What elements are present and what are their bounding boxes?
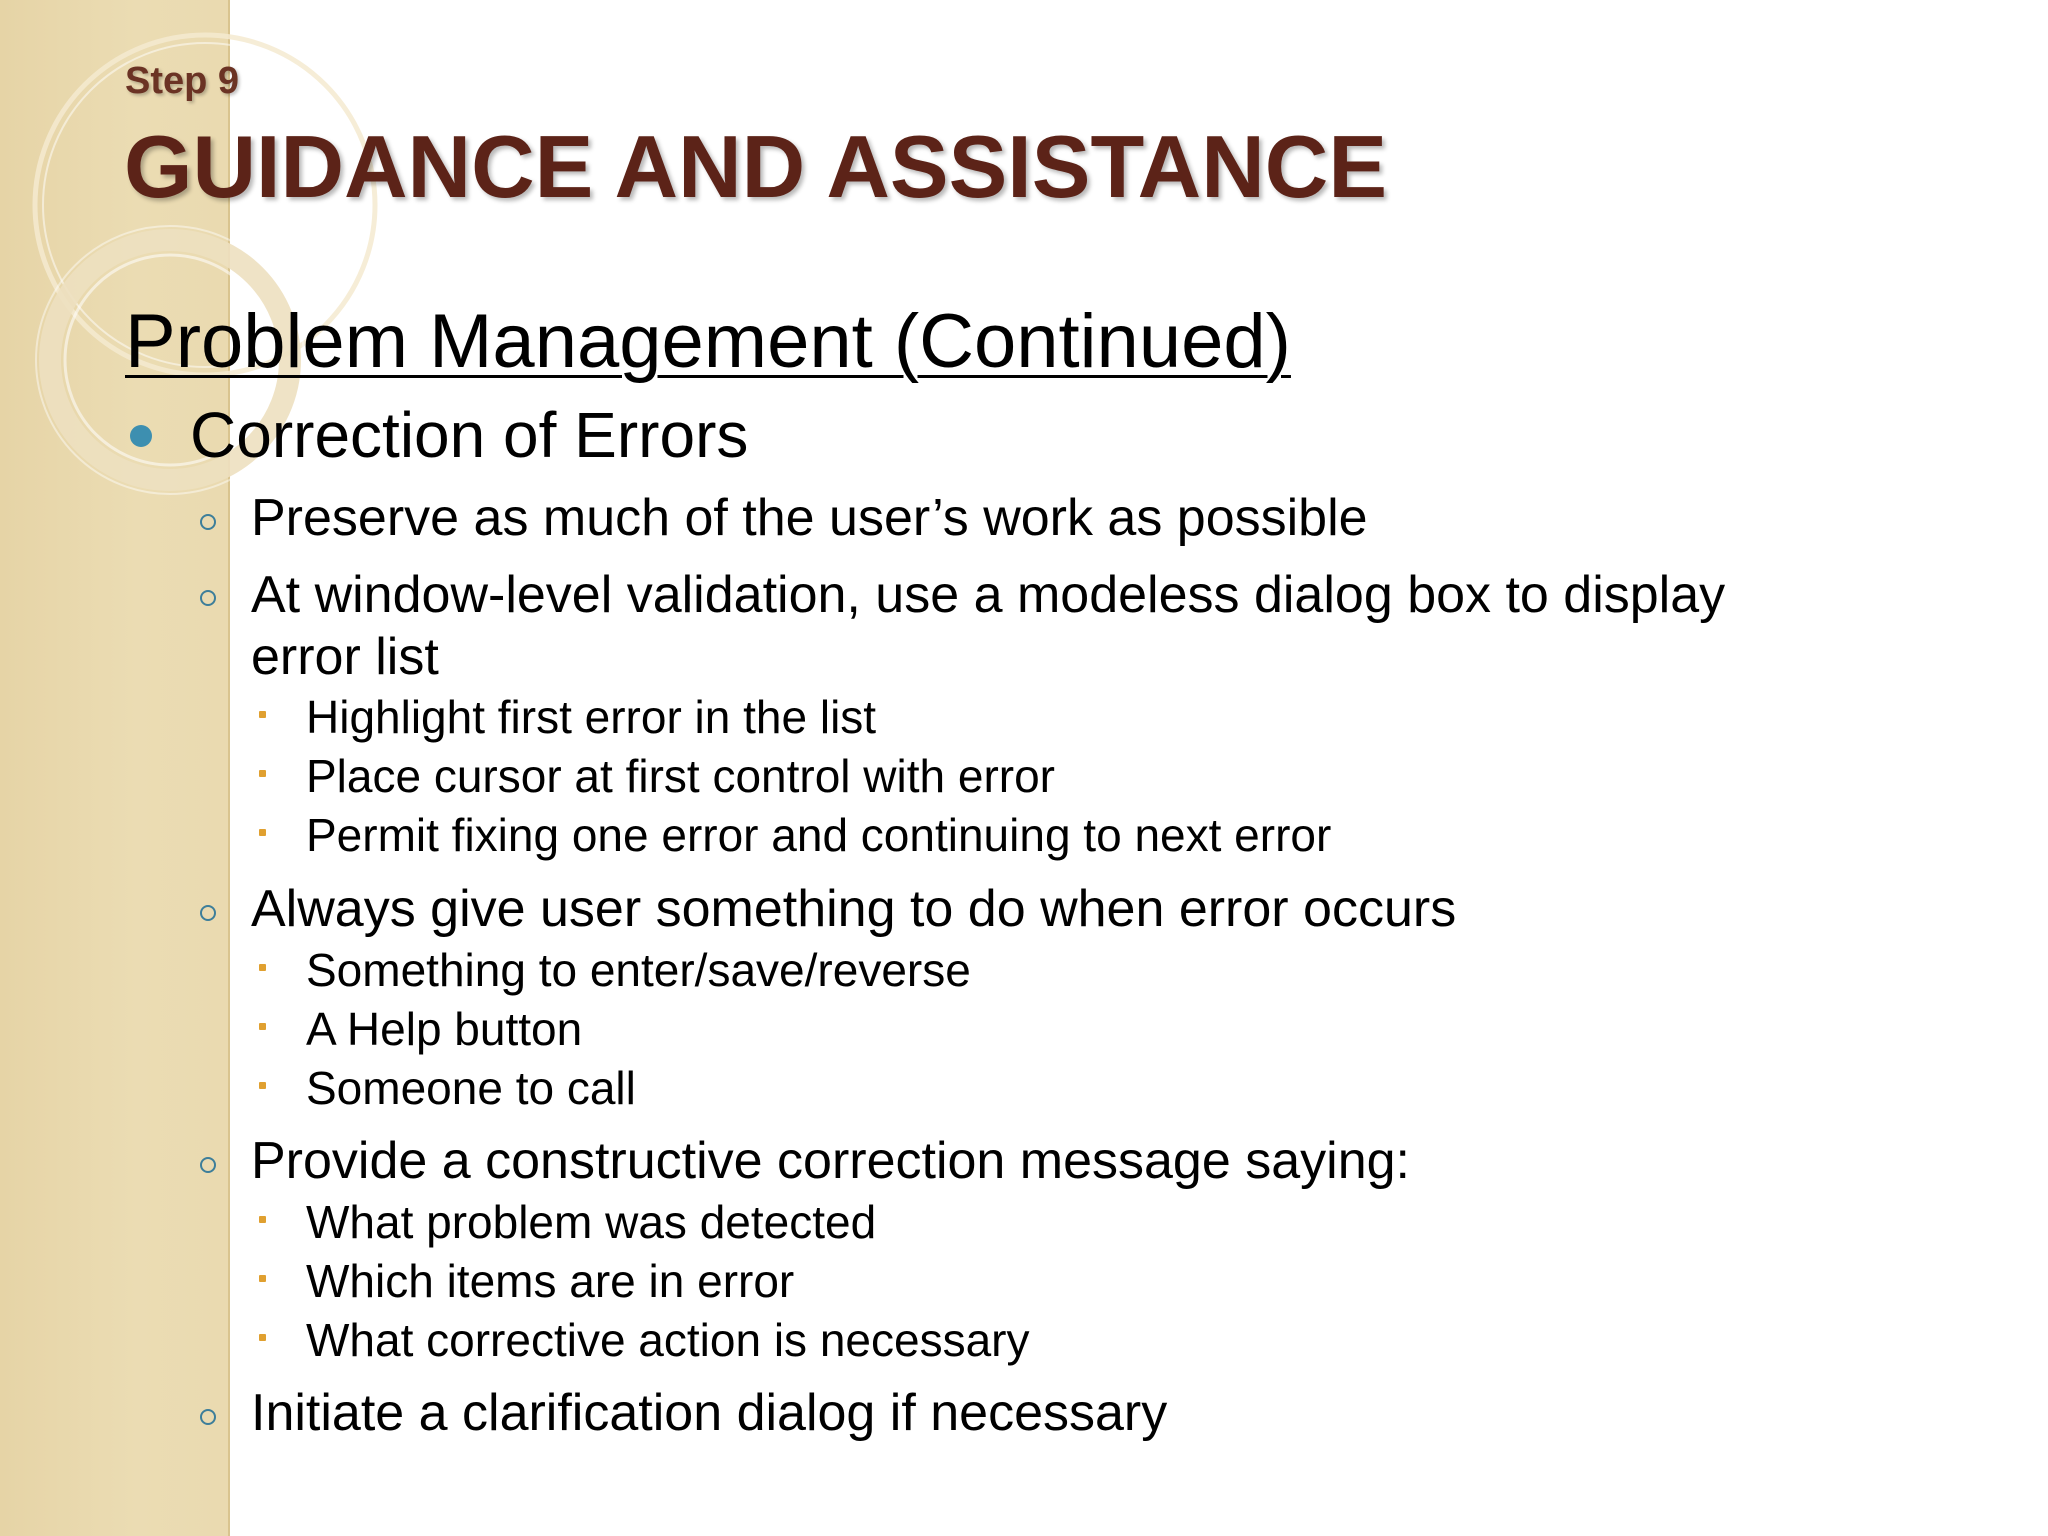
bullet-square-icon <box>259 1082 266 1089</box>
bullet-circle-icon <box>200 1157 216 1173</box>
bullet-level3: Someone to call <box>306 1062 636 1114</box>
bullet-level3: Highlight first error in the list <box>306 691 877 743</box>
bullet-square-icon <box>259 829 266 836</box>
bullet-level2: Initiate a clarification dialog if necessary <box>251 1384 1168 1442</box>
bullet-level3: What corrective action is necessary <box>306 1314 1030 1366</box>
bullet-square-icon <box>259 711 266 718</box>
bullet-square-icon <box>259 1216 266 1223</box>
bullet-level2: Always give user something to do when error occurs <box>251 880 1457 938</box>
bullet-level3: What problem was detected <box>306 1196 877 1248</box>
bullet-circle-icon <box>200 590 216 606</box>
bullet-level2: Provide a constructive correction message saying: <box>251 1132 1410 1190</box>
bullet-level3: Which items are in error <box>306 1255 795 1307</box>
bullet-circle-icon <box>200 1409 216 1425</box>
bullet-square-icon <box>259 770 266 777</box>
bullet-square-icon <box>259 964 266 971</box>
bullet-circle-icon <box>200 905 216 921</box>
bullet-dot-icon <box>130 425 152 447</box>
slide-title: GUIDANCE AND ASSISTANCE <box>124 117 1388 216</box>
bullet-square-icon <box>259 1023 266 1030</box>
bullet-level3: Permit fixing one error and continuing to next error <box>306 809 1332 861</box>
bullet-level2: At window-level validation, use a modeless dialog box to display <box>251 566 1726 624</box>
bullet-level3: Something to enter/save/reverse <box>306 944 971 996</box>
bullet-level2-continuation: error list <box>251 628 439 686</box>
section-heading: Problem Management (Continued) <box>125 299 1291 384</box>
bullet-square-icon <box>259 1275 266 1282</box>
bullet-level3: A Help button <box>306 1003 583 1055</box>
bullet-level1: Correction of Errors <box>190 399 749 471</box>
bullet-level3: Place cursor at first control with error <box>306 750 1056 802</box>
bullet-circle-icon <box>200 514 216 530</box>
step-label: Step 9 <box>125 60 240 102</box>
bullet-level2: Preserve as much of the user’s work as possible <box>251 489 1368 547</box>
bullet-square-icon <box>259 1334 266 1341</box>
